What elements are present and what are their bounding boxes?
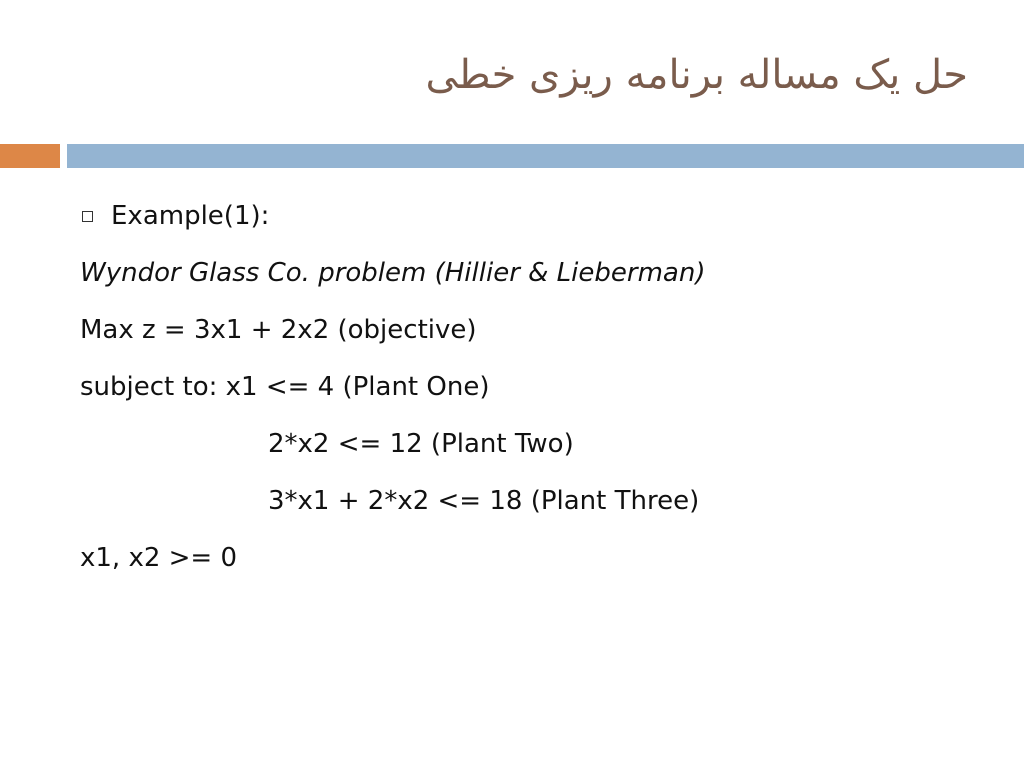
constraint-line-3: 3*x1 + 2*x2 <= 18 (Plant Three) — [268, 486, 700, 516]
accent-bar-orange — [0, 144, 60, 168]
constraint-line-1: subject to: x1 <= 4 (Plant One) — [80, 372, 490, 402]
objective-line: Max z = 3x1 + 2x2 (objective) — [80, 315, 477, 345]
slide-title: حل یک مساله برنامه ریزی خطی — [425, 52, 968, 98]
problem-source-line: Wyndor Glass Co. problem (Hillier & Lieberman) — [80, 258, 706, 288]
hollow-square-bullet-icon — [82, 211, 93, 222]
accent-bar-blue — [67, 144, 1024, 168]
slide-body — [80, 188, 980, 587]
constraint-line-2: 2*x2 <= 12 (Plant Two) — [268, 429, 574, 459]
bullet-item — [80, 188, 980, 245]
bullet-label: Example(1): — [111, 201, 270, 231]
nonnegativity-line: x1, x2 >= 0 — [80, 543, 238, 573]
